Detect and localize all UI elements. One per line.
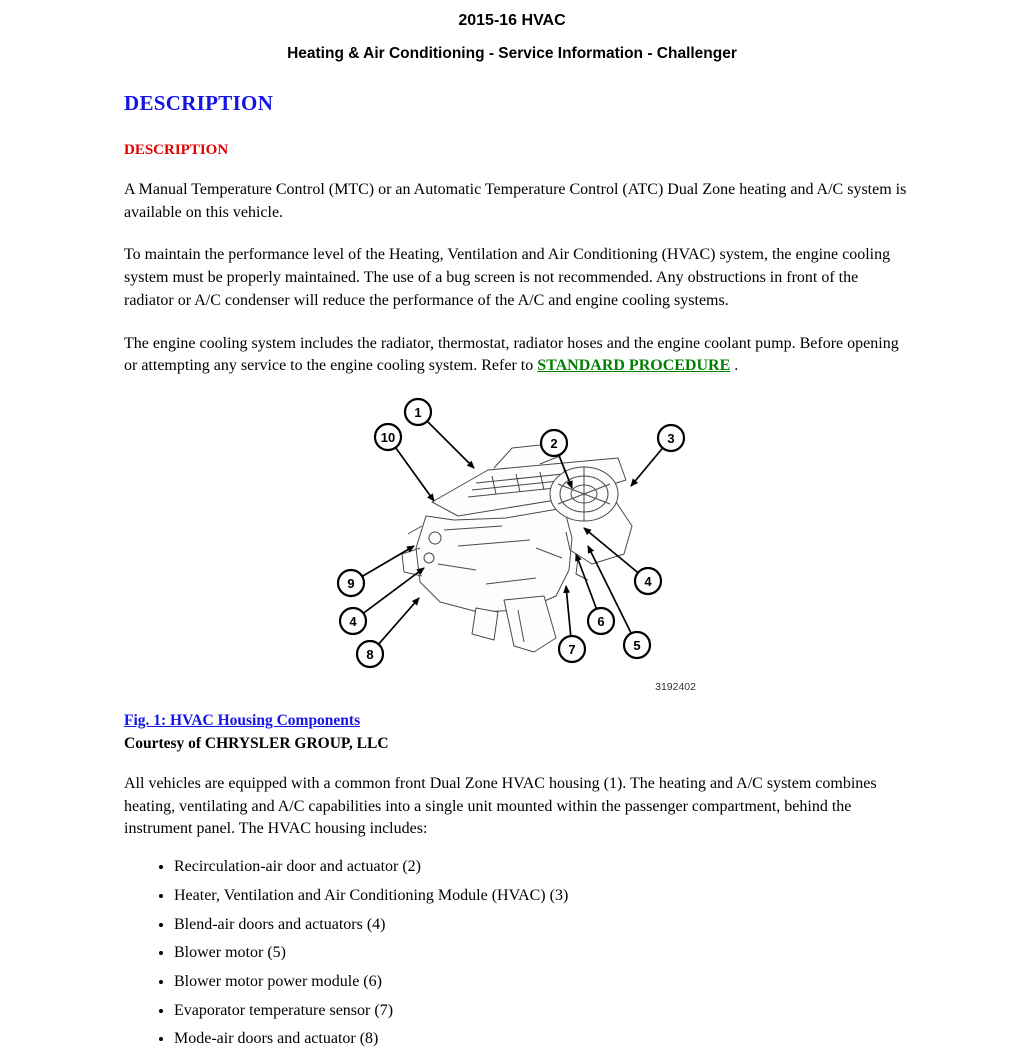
list-item: • Mode-air doors and actuator (8) (174, 1029, 908, 1048)
doc-title: 2015-16 HVAC (458, 12, 566, 29)
svg-text:3: 3 (667, 431, 675, 447)
svg-text:1: 1 (414, 405, 422, 421)
hvac-housing-diagram (326, 398, 706, 698)
paragraph-mtc-atc: A Manual Temperature Control (MTC) or an Automatic Temperature Control (ATC) Dual Zone heating and A/C system is available on this vehicle. (124, 181, 907, 221)
paragraph-cooling-includes-period: . (734, 357, 739, 375)
callout-10 (375, 424, 401, 450)
list-item: • Heater, Ventilation and Air Conditioning Module (HVAC) (3) (174, 886, 908, 905)
svg-text:9: 9 (347, 576, 355, 592)
callout-8 (357, 641, 383, 667)
svg-text:4: 4 (349, 614, 357, 630)
list-item: • Blower motor power module (6) (174, 972, 908, 991)
callout-6 (588, 608, 614, 634)
list-item: • Evaporator temperature sensor (7) (174, 1001, 908, 1020)
list-item: • Blend-air doors and actuators (4) (174, 915, 908, 934)
doc-subtitle: Heating & Air Conditioning - Service Information - Challenger (287, 45, 737, 62)
svg-text:5: 5 (633, 638, 641, 654)
svg-text:10: 10 (380, 430, 396, 446)
callout-7 (559, 636, 585, 662)
figure-number: 3192402 (655, 681, 696, 694)
callout-1 (405, 399, 431, 425)
figure-caption-link[interactable]: Fig. 1: HVAC Housing Components (124, 712, 361, 730)
figure-courtesy: Courtesy of CHRYSLER GROUP, LLC (124, 735, 389, 753)
section-title: DESCRIPTION (124, 91, 274, 115)
hvac-figure (326, 398, 706, 698)
svg-text:2: 2 (550, 436, 558, 452)
paragraph-housing-overview: All vehicles are equipped with a common front Dual Zone HVAC housing (1). The heating and A/C system combines heating, ventilating and A/C capabilities into a single unit mounted within the passenger compartment, behind the instrument panel. The HVAC housing includes: (124, 775, 877, 838)
callout-3 (658, 425, 684, 451)
svg-text:4: 4 (644, 574, 652, 590)
callout-4-right (635, 568, 661, 594)
svg-text:6: 6 (597, 614, 605, 630)
paragraph-cooling-maintenance: To maintain the performance level of the Heating, Ventilation and Air Conditioning (HVAC) system, the engine cooling system must be properly maintained. The use of a bug screen is not recommended. Any obstructions in front of the radiator or A/C condenser will reduce the performance of the A/C and engine cooling systems. (124, 246, 891, 309)
paragraph-cooling-includes-text: The engine cooling system includes the radiator, thermostat, radiator hoses and the engine coolant pump. Before opening or attempting any service to the engine cooling system. Refer to (124, 334, 899, 375)
svg-text:7: 7 (568, 642, 576, 658)
document-header (0, 12, 1024, 63)
standard-procedure-link[interactable]: STANDARD PROCEDURE (537, 357, 731, 375)
list-item: • Recirculation-air door and actuator (2) (174, 857, 908, 876)
list-item: • Blower motor (5) (174, 943, 908, 962)
callout-5 (624, 632, 650, 658)
callout-4-left (340, 608, 366, 634)
callout-2 (541, 430, 567, 456)
hvac-components-list (124, 857, 908, 1048)
callout-9 (338, 570, 364, 596)
svg-text:8: 8 (366, 647, 374, 663)
section-subtitle: DESCRIPTION (124, 142, 229, 158)
document-content (0, 91, 1024, 1049)
paragraph-cooling-includes (124, 333, 908, 378)
